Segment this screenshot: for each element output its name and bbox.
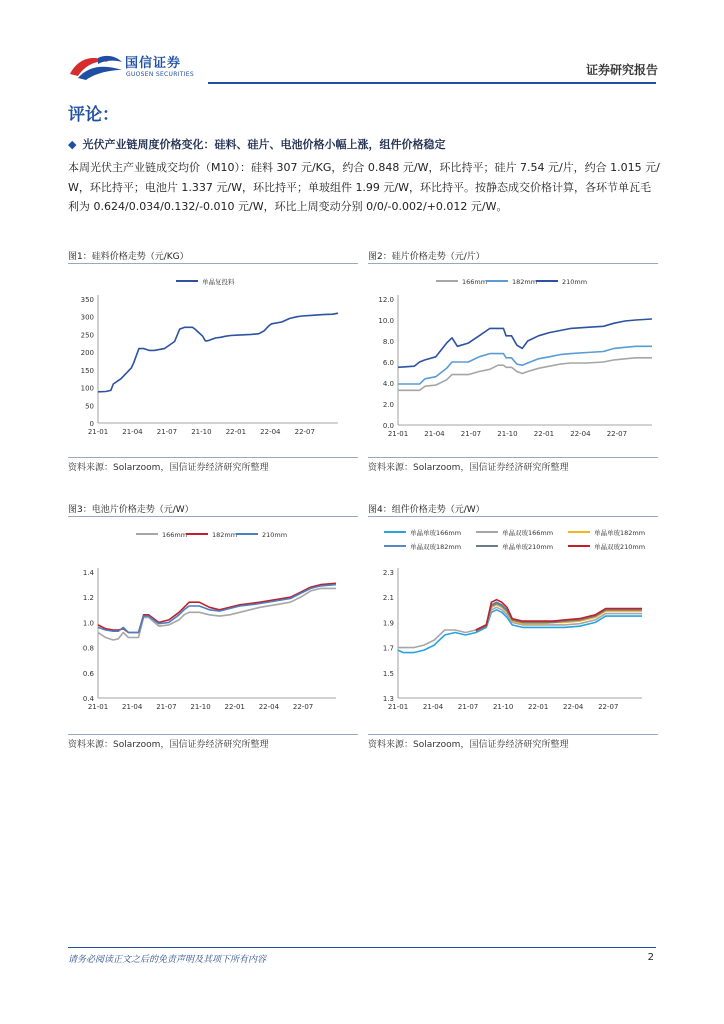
- y-tick-label: 250: [80, 331, 94, 340]
- series-line: [398, 358, 652, 391]
- x-tick-label: 21-01: [87, 703, 109, 711]
- legend-label: 单晶单玻182mm: [594, 529, 646, 537]
- x-tick-label: 21-04: [122, 428, 143, 436]
- y-tick-label: 0.8: [82, 644, 94, 653]
- y-tick-label: 0.6: [82, 669, 94, 678]
- legend-label: 210mm: [562, 278, 588, 286]
- x-tick-label: 21-07: [460, 430, 482, 438]
- x-tick-label: 21-01: [387, 703, 409, 711]
- y-tick-label: 50: [85, 402, 94, 411]
- figure-title: 图4：组件价格走势（元/W）: [368, 505, 485, 515]
- legend-label: 166mm: [462, 278, 488, 286]
- legend-label: 166mm: [162, 531, 188, 539]
- legend-label: 单晶双玻210mm: [594, 543, 646, 551]
- figure-title: 图1：硅料价格走势（元/KG）: [68, 252, 189, 262]
- x-tick-label: 21-10: [191, 428, 212, 436]
- figure-2: [368, 249, 658, 479]
- x-tick-label: 22-01: [527, 703, 549, 711]
- figure-source-rule: [368, 457, 658, 458]
- series-line: [398, 610, 642, 653]
- chart-1-svg: [68, 269, 358, 459]
- x-tick-label: 22-07: [292, 703, 314, 711]
- figure-source-rule: [68, 457, 358, 458]
- y-tick-label: 200: [80, 349, 94, 358]
- y-tick-label: 10.0: [378, 317, 394, 325]
- x-tick-label: 21-01: [87, 428, 109, 436]
- chart-4-svg: [368, 522, 658, 732]
- x-tick-label: 22-01: [225, 428, 247, 436]
- x-tick-label: 21-04: [422, 703, 444, 711]
- x-tick-label: 22-07: [606, 430, 628, 438]
- figure-3: [68, 502, 358, 752]
- chart-2-svg: [368, 269, 658, 459]
- figure-source-rule: [368, 734, 658, 735]
- x-tick-label: 22-04: [260, 428, 281, 436]
- bullet-heading-text: 光伏产业链周度价格变化：硅料、硅片、电池价格小幅上涨，组件价格稳定: [82, 138, 446, 151]
- x-tick-label: 22-04: [258, 703, 280, 711]
- legend-label: 182mm: [212, 531, 238, 539]
- y-tick-label: 1.3: [382, 695, 394, 703]
- y-tick-label: 1.5: [382, 669, 394, 678]
- x-tick-label: 21-07: [457, 703, 479, 711]
- y-tick-label: 1.2: [82, 594, 94, 603]
- y-tick-label: 6.0: [382, 359, 394, 367]
- figure-title: 图2：硅片价格走势（元/片）: [368, 252, 485, 262]
- legend-label: 单晶双玻182mm: [410, 543, 462, 551]
- series-line: [398, 346, 652, 384]
- page-header: [0, 0, 724, 86]
- legend-label: 210mm: [262, 531, 288, 539]
- x-tick-label: 21-10: [492, 703, 514, 711]
- y-tick-label: 1.4: [82, 569, 94, 577]
- figure-source: 资料来源：Solarzoom，国信证券经济研究所整理: [68, 740, 269, 750]
- figure-title-rule: [68, 263, 358, 264]
- y-tick-label: 1.9: [382, 619, 394, 628]
- figure-4: [368, 502, 658, 752]
- series-line: [98, 313, 338, 392]
- y-tick-label: 100: [80, 384, 94, 393]
- figure-source: 资料来源：Solarzoom，国信证券经济研究所整理: [368, 740, 569, 750]
- x-tick-label: 21-07: [156, 703, 177, 711]
- figure-title-rule: [368, 516, 658, 517]
- x-tick-label: 21-07: [156, 428, 178, 436]
- y-tick-label: 1.0: [82, 619, 94, 628]
- figure-source: 资料来源：Solarzoom，国信证券经济研究所整理: [368, 463, 569, 473]
- bullet-heading: [68, 136, 445, 152]
- y-tick-label: 150: [80, 366, 94, 375]
- legend-label: 单晶单玻210mm: [502, 543, 554, 551]
- legend-label: 单晶复投料: [202, 278, 235, 286]
- x-tick-label: 21-10: [497, 430, 518, 438]
- y-tick-label: 4.0: [382, 380, 394, 388]
- x-tick-label: 21-10: [190, 703, 211, 711]
- x-tick-label: 21-01: [387, 430, 409, 438]
- legend-label: 单晶单玻166mm: [410, 529, 462, 537]
- logo-text-cn: 国信证券: [125, 56, 182, 71]
- x-tick-label: 22-07: [294, 428, 315, 436]
- body-paragraph: 本周光伏主产业链成交均价（M10）：硅料 307 元/KG，约合 0.848 元/W，环比持平；硅片 7.54 元/片，约合 1.015 元/W，环比持平；电池片 1.337 元/W，环比持平；单玻组件 1.99 元/W，环比持平。按静态成交价格计算，各环节单瓦毛利为 0.624/0.034/0.132/-0.010 元/W，环比上周变动分别 0/0/-0.002/+0.012 元/W。: [68, 161, 660, 213]
- report-type-label: 证券研究报告: [585, 63, 658, 77]
- y-tick-label: 0.4: [82, 695, 94, 703]
- footer-disclaimer: 请务必阅读正文之后的免责声明及其项下所有内容: [68, 955, 267, 965]
- diamond-bullet-icon: ◆: [68, 138, 77, 151]
- chart-3-svg: [68, 522, 358, 732]
- figure-source: 资料来源：Solarzoom，国信证券经济研究所整理: [68, 463, 269, 473]
- figure-1: [68, 249, 358, 479]
- legend-label: 单晶双玻166mm: [502, 529, 554, 537]
- figure-title: 图3：电池片价格走势（元/W）: [68, 505, 194, 515]
- y-tick-label: 350: [80, 296, 94, 304]
- series-line: [98, 583, 336, 632]
- legend-label: 182mm: [512, 278, 538, 286]
- x-tick-label: 22-01: [533, 430, 555, 438]
- logo-text-en: GUOSEN SECURITIES: [126, 71, 195, 78]
- figure-source-rule: [68, 734, 358, 735]
- section-title: 评论：: [68, 105, 119, 125]
- x-tick-label: 22-04: [570, 430, 591, 438]
- x-tick-label: 22-07: [598, 703, 619, 711]
- y-tick-label: 0: [89, 420, 94, 428]
- y-tick-label: 12.0: [378, 296, 394, 304]
- x-tick-label: 22-04: [563, 703, 584, 711]
- header-divider: [208, 82, 656, 84]
- x-tick-label: 22-01: [224, 703, 245, 711]
- y-tick-label: 2.3: [382, 569, 394, 577]
- x-tick-label: 21-04: [424, 430, 445, 438]
- figure-title-rule: [368, 263, 658, 264]
- y-tick-label: 2.0: [382, 401, 394, 409]
- page-number: 2: [647, 952, 654, 963]
- y-tick-label: 300: [80, 313, 94, 322]
- y-tick-label: 1.7: [382, 644, 394, 653]
- footer-divider: [68, 947, 656, 948]
- figure-title-rule: [68, 516, 358, 517]
- y-tick-label: 2.1: [382, 594, 394, 603]
- x-tick-label: 21-04: [122, 703, 143, 711]
- guosen-logo-icon: [68, 52, 124, 82]
- y-tick-label: 0.0: [382, 422, 394, 430]
- y-tick-label: 8.0: [382, 338, 394, 346]
